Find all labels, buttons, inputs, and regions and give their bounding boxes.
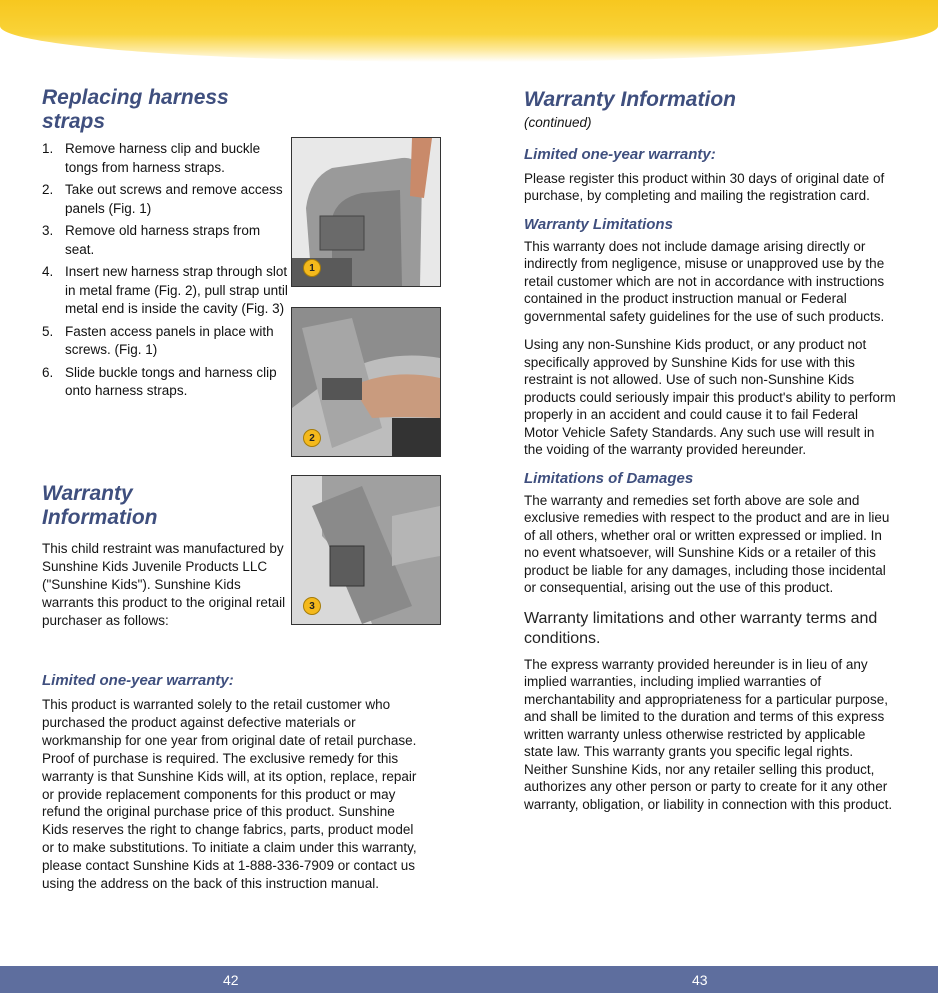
- harness-step-number: 5.: [42, 323, 54, 339]
- harness-step-number: 4.: [42, 264, 54, 279]
- harness-step-text: Slide buckle tongs and harness clip onto harness straps.: [65, 364, 277, 398]
- harness-step-text: Insert new harness strap through slot in metal frame (Fig. 2), pull strap until metal end is inside the cavity (Fig. 3): [65, 264, 288, 316]
- harness-title: Replacing harness straps: [42, 86, 229, 133]
- warranty-info-left: [42, 482, 287, 630]
- limited-warranty-body-left: This product is warranted solely to the retail customer who purchased the product against defective materials or workmanship for one year from original date of retail purchase. Proof of purchase is required. The exclusive remedy for this warranty is that Sunshine Kids will, at its option, replace, repair or provide replacement components for this product or may refund the original purchase price of this product. Sunshine Kids reserves the right to change fabrics, parts, product model or to make substitutions. To initiate a claim under this warranty, please contact Sunshine Kids at 1-888-336-7909 or contact us using the address on the back of this instruction manual.: [42, 697, 417, 892]
- limited-warranty-title-right: Limited one-year warranty:: [524, 145, 716, 163]
- figure-3-photo: [291, 475, 441, 625]
- harness-step-item: [42, 222, 292, 259]
- limited-warranty-title-left: Limited one-year warranty:: [42, 672, 234, 689]
- harness-section: [42, 86, 292, 405]
- warranty-limitations-body-1: This warranty does not include damage arising directly or indirectly from negligence, misuse or unapproved use by the retail customer which are not in accordance with instructions contained in the product instruction manual or Federal governmental safety guidelines for the use of such products.: [524, 238, 885, 324]
- limited-warranty-body-right: Please register this product within 30 days of original date of purchase, by completing and mailing the registration card.: [524, 170, 885, 203]
- harness-step-text: Remove old harness straps from seat.: [65, 223, 261, 257]
- harness-step-item: [42, 181, 292, 218]
- harness-step-item: [42, 323, 292, 360]
- limitations-of-damages-body: The warranty and remedies set forth above are sole and exclusive remedies with respect to the product and are in lieu of all others, whether oral or written expressed or implied. In no event whatsoever, will Sunshine Kids or a retailer of this product be liable for any damages, including those incidental or consequential, arising out the use of this product.: [524, 492, 890, 595]
- warranty-title-line2: Information: [42, 506, 158, 529]
- harness-step-number: 6.: [42, 364, 54, 380]
- limited-warranty-left: [42, 672, 417, 893]
- figure-2-badge: 2: [303, 429, 321, 447]
- warranty-intro: This child restraint was manufactured by Sunshine Kids Juvenile Products LLC ("Sunshine Kids"). Sunshine Kids warrants this product to the original retail purchaser as follows:: [42, 541, 286, 628]
- harness-step-text: Fasten access panels in place with screws. (Fig. 1): [65, 323, 274, 357]
- warranty-limitations-body-2: Using any non-Sunshine Kids product, or any product not specifically approved by Sunshine Kids for use with this restraint is not allowed. Use of such non-Sunshine Kids products could seriously impair this product's ability to perform properly in an accident and could cause it to fail Federal Motor Vehicle Safety Standards. Any such use will result in the voiding of the warranty provided hereunder.: [524, 337, 896, 457]
- figure-2-photo: [291, 307, 441, 457]
- harness-step-item: [42, 140, 292, 177]
- harness-step-number: 1.: [42, 141, 54, 156]
- harness-step-item: [42, 364, 292, 401]
- top-decorative-band: [0, 0, 938, 62]
- harness-step-number: 2.: [42, 182, 54, 197]
- harness-step-text: Remove harness clip and buckle tongs from harness straps.: [65, 141, 261, 175]
- warranty-title-line1: Warranty: [42, 482, 133, 505]
- harness-step-text: Take out screws and remove access panels (Fig. 1): [65, 182, 283, 216]
- footer-bar: [0, 966, 938, 993]
- warranty-info-right: [524, 88, 896, 813]
- figure-1-badge: 1: [303, 259, 321, 277]
- terms-conditions-body: The express warranty provided hereunder is in lieu of any implied warranties, including implied warranties of merchantability and appropriateness for a particular purpose, and shall be limited to the duration and terms of this express written warranty unless otherwise restricted by applicable state law. This warranty grants you specific legal rights. Neither Sunshine Kids, nor any retailer selling this product, authorizes any other person or party to create for it any other warranty, obligation, or liability in connection with this product.: [524, 656, 893, 812]
- limitations-of-damages-title: Limitations of Damages: [524, 469, 694, 487]
- harness-steps-list: [42, 140, 292, 401]
- warranty-title-right: Warranty Information: [524, 88, 736, 111]
- continued-label: (continued): [524, 115, 592, 130]
- figure-1-photo: [291, 137, 441, 287]
- harness-step-number: 3.: [42, 223, 54, 238]
- page-number-right: 43: [692, 972, 708, 988]
- harness-step-item: [42, 263, 292, 319]
- terms-conditions-title: Warranty limitations and other warranty terms and conditions.: [524, 609, 878, 647]
- warranty-limitations-title: Warranty Limitations: [524, 215, 673, 233]
- page-number-left: 42: [223, 972, 239, 988]
- figure-3-badge: 3: [303, 597, 321, 615]
